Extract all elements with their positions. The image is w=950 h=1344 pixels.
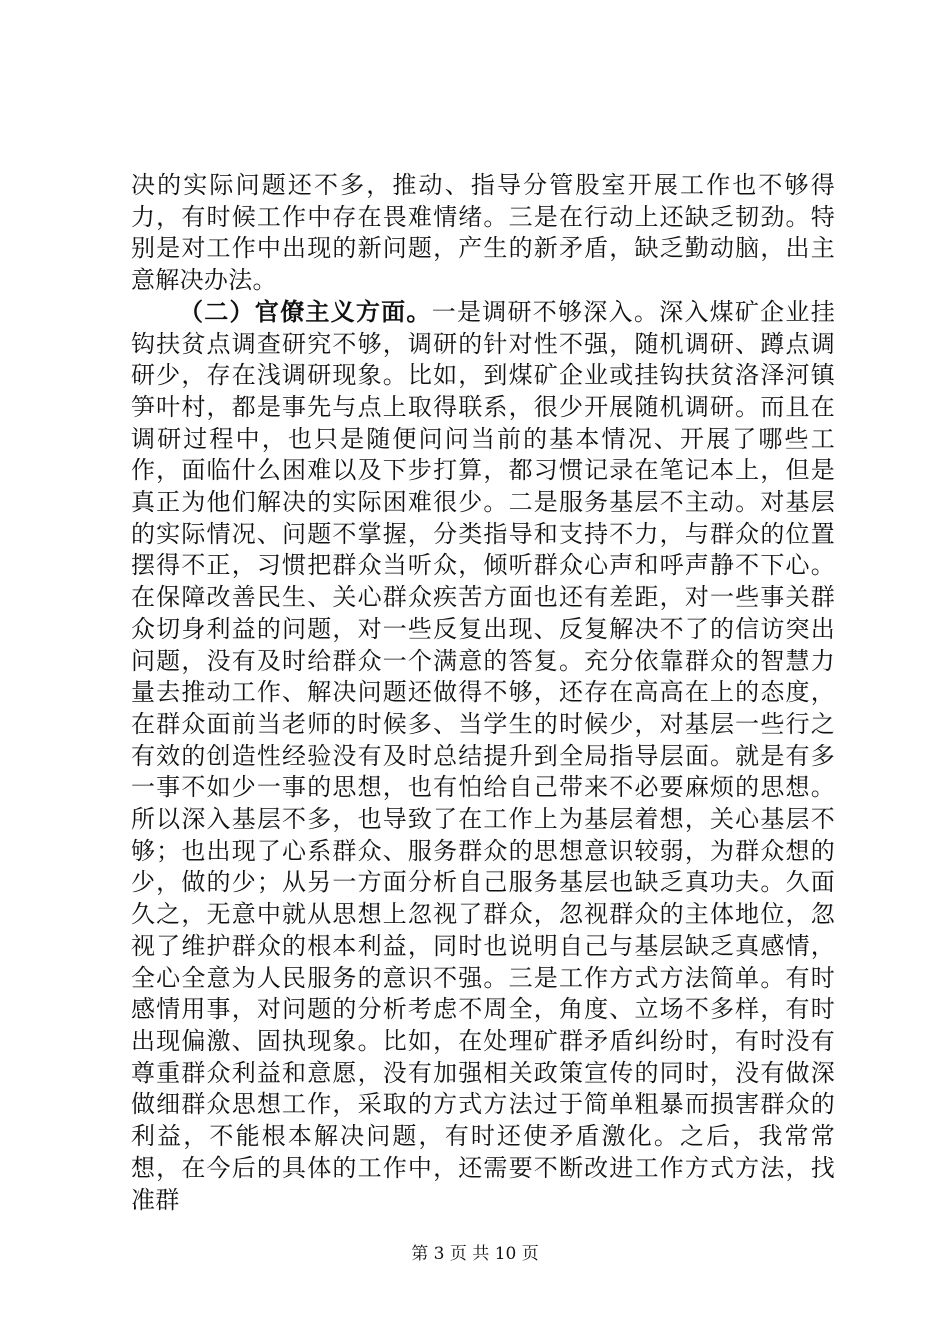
paragraph-continuation: 决的实际问题还不多，推动、指导分管股室开展工作也不够得力，有时候工作中存在畏难情绪。三是在行动上还缺乏韧劲。特别是对工作中出现的新问题，产生的新矛盾，缺乏勤动脑，出主意解决办法。 [131,171,835,295]
document-body [131,170,835,1216]
paragraph-bureaucratism [131,297,835,1216]
section-heading-bureaucratism: （二）官僚主义方面。 [179,297,432,326]
page-number-footer: 第 3 页 共 10 页 [411,1244,539,1264]
paragraph-bureaucratism-body: 一是调研不够深入。深入煤矿企业挂钩扶贫点调查研究不够，调研的针对性不强，随机调研、蹲点调研少，存在浅调研现象。比如，到煤矿企业或挂钩扶贫洛泽河镇笋叶村，都是事先与点上取得联系，很少开展随机调研。而且在调研过程中，也只是随便问问当前的基本情况、开展了哪些工作，面临什么困难以及下步打算，都习惯记录在笔记本上，但是真正为他们解决的实际困难很少。二是服务基层不主动。对基层的实际情况、问题不掌握，分类指导和支持不力，与群众的位置摆得不正，习惯把群众当听众，倾听群众心声和呼声静不下心。在保障改善民生、关心群众疾苦方面也还有差距，对一些事关群众切身利益的问题，对一些反复出现、反复解决不了的信访突出问题，没有及时给群众一个满意的答复。充分依靠群众的智慧力量去推动工作、解决问题还做得不够，还存在高高在上的态度，在群众面前当老师的时候多、当学生的时候少，对基层一些行之有效的创造性经验没有及时总结提升到全局指导层面。就是有多一事不如少一事的思想，也有怕给自己带来不必要麻烦的思想。所以深入基层不多，也导致了在工作上为基层着想，关心基层不够；也出现了心系群众、服务群众的思想意识较弱，为群众想的少，做的少；从另一方面分析自己服务基层也缺乏真功夫。久面久之，无意中就从思想上忽视了群众，忽视群众的主体地位，忽视了维护群众的根本利益，同时也说明自己与基层缺乏真感情，全心全意为人民服务的意识不强。三是工作方式方法简单。有时感情用事，对问题的分析考虑不周全，角度、立场不多样，有时出现偏激、固执现象。比如，在处理矿群矛盾纠纷时，有时没有尊重群众利益和意愿，没有加强相关政策宣传的同时，没有做深做细群众思想工作，采取的方式方法过于简单粗暴而损害群众的利益，不能根本解决问题，有时还使矛盾激化。之后，我常常想，在今后的具体的工作中，还需要不断改进工作方式方法，找准群 [131,297,835,1214]
